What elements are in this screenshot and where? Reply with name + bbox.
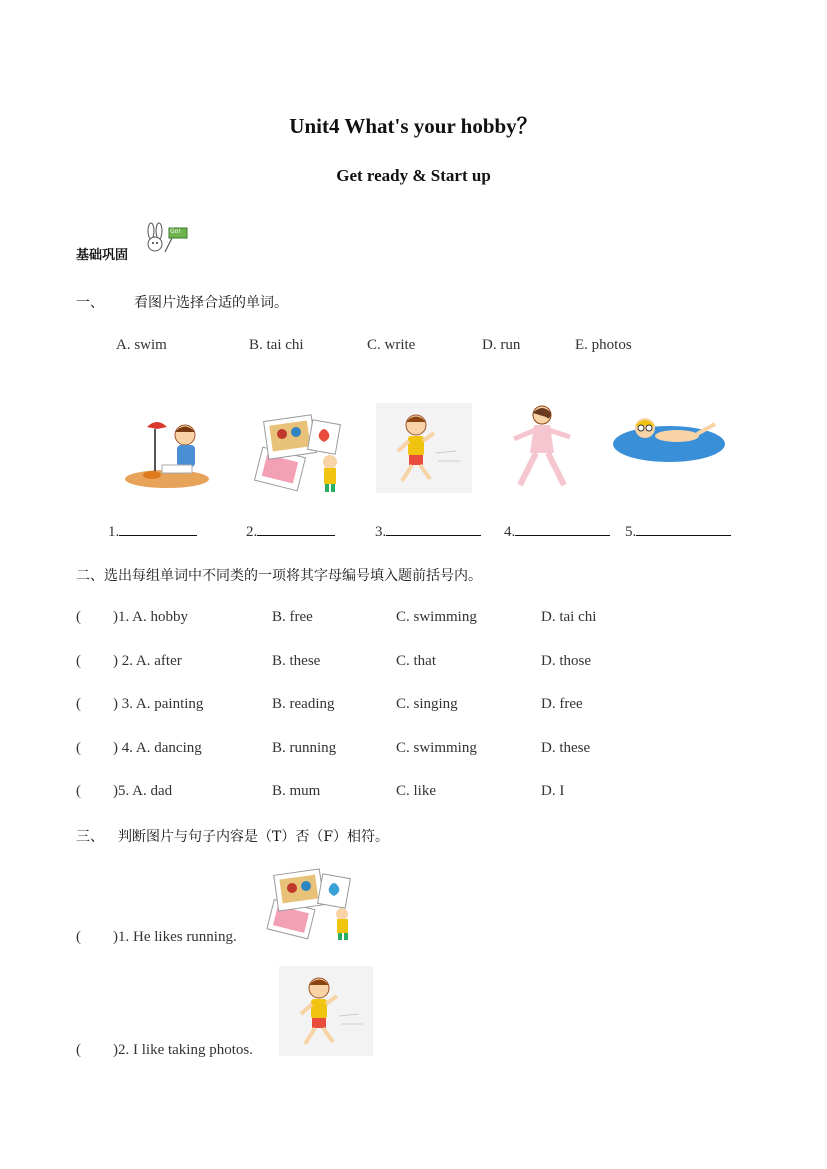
go-tag: Go! — [170, 228, 181, 235]
running-boy-picture-small — [279, 966, 373, 1056]
blank-3-number: 3. — [375, 524, 387, 540]
option-c: C. write — [367, 337, 416, 353]
tf-paren-2[interactable]: ( — [76, 1042, 81, 1058]
running-boy-picture — [376, 403, 472, 493]
rabbit-mascot-icon — [143, 222, 191, 256]
tai-chi-girl-picture — [502, 403, 576, 493]
section3-instruction: 判断图片与句子内容是（T）否（F）相符。 — [118, 829, 390, 845]
answer-paren-3[interactable]: ( — [76, 696, 81, 712]
q2-row5-b: B. mum — [272, 783, 321, 799]
section1-instruction: 看图片选择合适的单词。 — [134, 295, 288, 311]
blank-3[interactable] — [375, 521, 481, 541]
swimming-boy-picture — [611, 406, 727, 466]
blank-4[interactable] — [504, 521, 610, 541]
option-b: B. tai chi — [249, 337, 304, 353]
q2-row5-c: C. like — [396, 783, 436, 799]
blank-1[interactable] — [108, 521, 197, 541]
q2-row2-c: C. that — [396, 653, 436, 669]
q2-row3-b: B. reading — [272, 696, 335, 712]
section2-title: 二、选出每组单词中不同类的一项将其字母编号填入题前括号内。 — [76, 568, 482, 584]
page-subtitle: Get ready & Start up — [336, 166, 491, 185]
q2-row1-c: C. swimming — [396, 609, 477, 625]
q2-row4-b: B. running — [272, 740, 337, 756]
photos-picture — [250, 412, 348, 494]
photos-picture-small — [262, 868, 360, 942]
section-badge-label: 基础巩固 — [76, 248, 129, 263]
section3-number: 三、 — [76, 829, 104, 845]
answer-paren-4[interactable]: ( — [76, 740, 81, 756]
q2-row4-d: D. these — [541, 740, 591, 756]
blank-2-number: 2. — [246, 524, 258, 540]
q2-row4-c: C. swimming — [396, 740, 477, 756]
option-e: E. photos — [575, 337, 632, 353]
q2-row1-b: B. free — [272, 609, 313, 625]
boy-writing-picture — [122, 415, 212, 490]
q2-row2-a: ) 2. A. after — [113, 653, 182, 669]
tf-item-1: )1. He likes running. — [113, 929, 237, 945]
q2-row1-d: D. tai chi — [541, 609, 597, 625]
q2-row3-c: C. singing — [396, 696, 458, 712]
blank-1-number: 1. — [108, 524, 120, 540]
blank-5-number: 5. — [625, 524, 637, 540]
tf-paren-1[interactable]: ( — [76, 929, 81, 945]
answer-paren-2[interactable]: ( — [76, 653, 81, 669]
q2-row2-b: B. these — [272, 653, 321, 669]
q2-row1-a: )1. A. hobby — [113, 609, 188, 625]
answer-paren-1[interactable]: ( — [76, 609, 81, 625]
q2-row3-a: ) 3. A. painting — [113, 696, 204, 712]
q2-row3-d: D. free — [541, 696, 583, 712]
blank-2[interactable] — [246, 521, 335, 541]
option-a: A. swim — [116, 337, 167, 353]
tf-item-2: )2. I like taking photos. — [113, 1042, 253, 1058]
section1-number: 一、 — [76, 295, 104, 311]
answer-paren-5[interactable]: ( — [76, 783, 81, 799]
q2-row4-a: ) 4. A. dancing — [113, 740, 202, 756]
q2-row2-d: D. those — [541, 653, 591, 669]
blank-4-number: 4. — [504, 524, 516, 540]
q2-row5-a: )5. A. dad — [113, 783, 173, 799]
q2-row5-d: D. I — [541, 783, 565, 799]
blank-5[interactable] — [625, 521, 731, 541]
option-d: D. run — [482, 337, 521, 353]
page-title: Unit4 What's your hobby？ — [289, 114, 538, 138]
